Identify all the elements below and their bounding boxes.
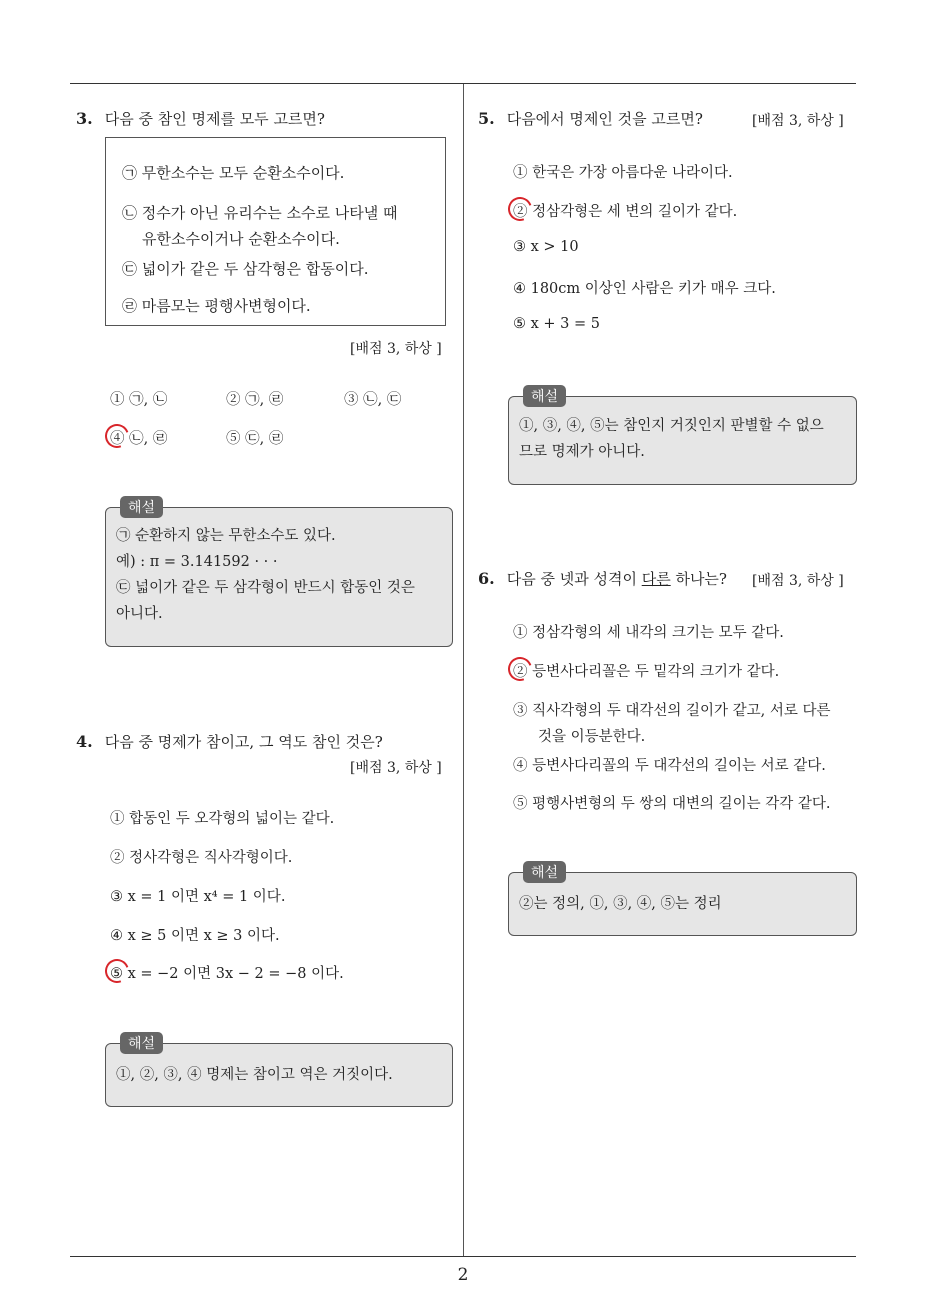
q4-solution-box (105, 1036, 453, 1107)
q5-question: 다음에서 명제인 것을 고르면? (506, 110, 703, 128)
q3-statement-3: ㉢ 넓이가 같은 두 삼각형은 합동이다. (122, 260, 369, 278)
q5-choice-3[interactable]: ③ x > 10 (513, 239, 579, 255)
q5-choice-2[interactable]: ② 정삼각형은 세 변의 길이가 같다. (513, 204, 738, 220)
q3-choice-2[interactable]: ② ㉠, ㉣ (226, 392, 284, 408)
q3-solution-line-3: ㉢ 넓이가 같은 두 삼각형이 반드시 합동인 것은 (116, 580, 415, 596)
q3-choice-4[interactable]: ④ ㉡, ㉣ (110, 431, 168, 447)
q5-number: 5. (478, 109, 495, 128)
q3-solution-line-2: 예) : π = 3.141592 · · · (116, 554, 278, 570)
q3-statement-box (105, 137, 446, 326)
q3-statement-4: ㉣ 마름모는 평행사변형이다. (122, 297, 311, 315)
q6-score: [배점 3, 하상 ] (752, 573, 844, 589)
q5-choice-1[interactable]: ① 한국은 가장 아름다운 나라이다. (513, 165, 733, 181)
q4-header (76, 731, 383, 752)
q6-question-post: 하나는? (670, 570, 727, 588)
q3-solution-box (105, 500, 453, 647)
q6-header (478, 568, 727, 589)
q3-question: 다음 중 참인 명제를 모두 고르면? (104, 110, 325, 128)
q4-solution-line-1: ①, ②, ③, ④ 명제는 참이고 역은 거짓이다. (116, 1067, 393, 1083)
q3-statement-1: ㉠ 무한소수는 모두 순환소수이다. (122, 164, 345, 182)
q3-number: 3. (76, 109, 93, 128)
q4-choice-5[interactable]: ⑤ x = −2 이면 3x − 2 = −8 이다. (110, 966, 344, 982)
q4-choice-4[interactable]: ④ x ≥ 5 이면 x ≥ 3 이다. (110, 928, 280, 944)
column-divider (463, 84, 464, 1256)
q4-choice-2[interactable]: ② 정사각형은 직사각형이다. (110, 850, 293, 866)
q3-solution-label: 해설 (120, 496, 163, 518)
q5-choice-4[interactable]: ④ 180cm 이상인 사람은 키가 매우 크다. (513, 281, 776, 297)
q3-header (76, 108, 325, 129)
q4-score: [배점 3, 하상 ] (350, 760, 442, 776)
q6-question-pre: 다음 중 넷과 성격이 (506, 570, 642, 588)
q3-solution-line-4: 아니다. (116, 606, 163, 622)
q6-solution-label: 해설 (523, 861, 566, 883)
q3-choice-3[interactable]: ③ ㉡, ㉢ (344, 392, 402, 408)
q6-choice-2[interactable]: ② 등변사다리꼴은 두 밑각의 크기가 같다. (513, 664, 780, 680)
q5-choice-5[interactable]: ⑤ x + 3 = 5 (513, 316, 600, 332)
q3-statement-2: ㉡ 정수가 아닌 유리수는 소수로 나타낼 때 (122, 204, 398, 222)
q6-question-underlined: 다른 (641, 570, 671, 588)
q6-choice-3-cont: 것을 이등분한다. (538, 729, 646, 745)
q6-number: 6. (478, 569, 495, 588)
q3-choice-5[interactable]: ⑤ ㉢, ㉣ (226, 431, 284, 447)
q6-choice-5[interactable]: ⑤ 평행사변형의 두 쌍의 대변의 길이는 각각 같다. (513, 796, 831, 812)
q5-solution-box (508, 389, 857, 485)
q5-solution-line-1: ①, ③, ④, ⑤는 참인지 거짓인지 판별할 수 없으 (519, 418, 824, 434)
q4-choice-3[interactable]: ③ x = 1 이면 x⁴ = 1 이다. (110, 889, 286, 905)
q3-score: [배점 3, 하상 ] (350, 341, 442, 357)
q4-question: 다음 중 명제가 참이고, 그 역도 참인 것은? (104, 733, 383, 751)
q6-solution-box (508, 865, 857, 936)
q6-solution-line-1: ②는 정의, ①, ③, ④, ⑤는 정리 (519, 896, 722, 912)
q3-statement-2-cont: 유한소수이거나 순환소수이다. (142, 230, 340, 248)
page-number: 2 (457, 1265, 469, 1285)
q3-choice-1[interactable]: ① ㉠, ㉡ (110, 392, 168, 408)
q3-solution-line-1: ㉠ 순환하지 않는 무한소수도 있다. (116, 528, 336, 544)
q4-choice-1[interactable]: ① 합동인 두 오각형의 넓이는 같다. (110, 811, 335, 827)
q6-choice-3[interactable]: ③ 직사각형의 두 대각선의 길이가 같고, 서로 다른 (513, 703, 831, 719)
q4-number: 4. (76, 732, 93, 751)
q4-solution-label: 해설 (120, 1032, 163, 1054)
q5-header (478, 108, 703, 129)
q6-choice-4[interactable]: ④ 등변사다리꼴의 두 대각선의 길이는 서로 같다. (513, 758, 826, 774)
q5-solution-label: 해설 (523, 385, 566, 407)
q6-choice-1[interactable]: ① 정삼각형의 세 내각의 크기는 모두 같다. (513, 625, 784, 641)
bottom-rule (70, 1256, 856, 1257)
q5-solution-line-2: 므로 명제가 아니다. (519, 444, 645, 460)
q5-score: [배점 3, 하상 ] (752, 113, 844, 129)
